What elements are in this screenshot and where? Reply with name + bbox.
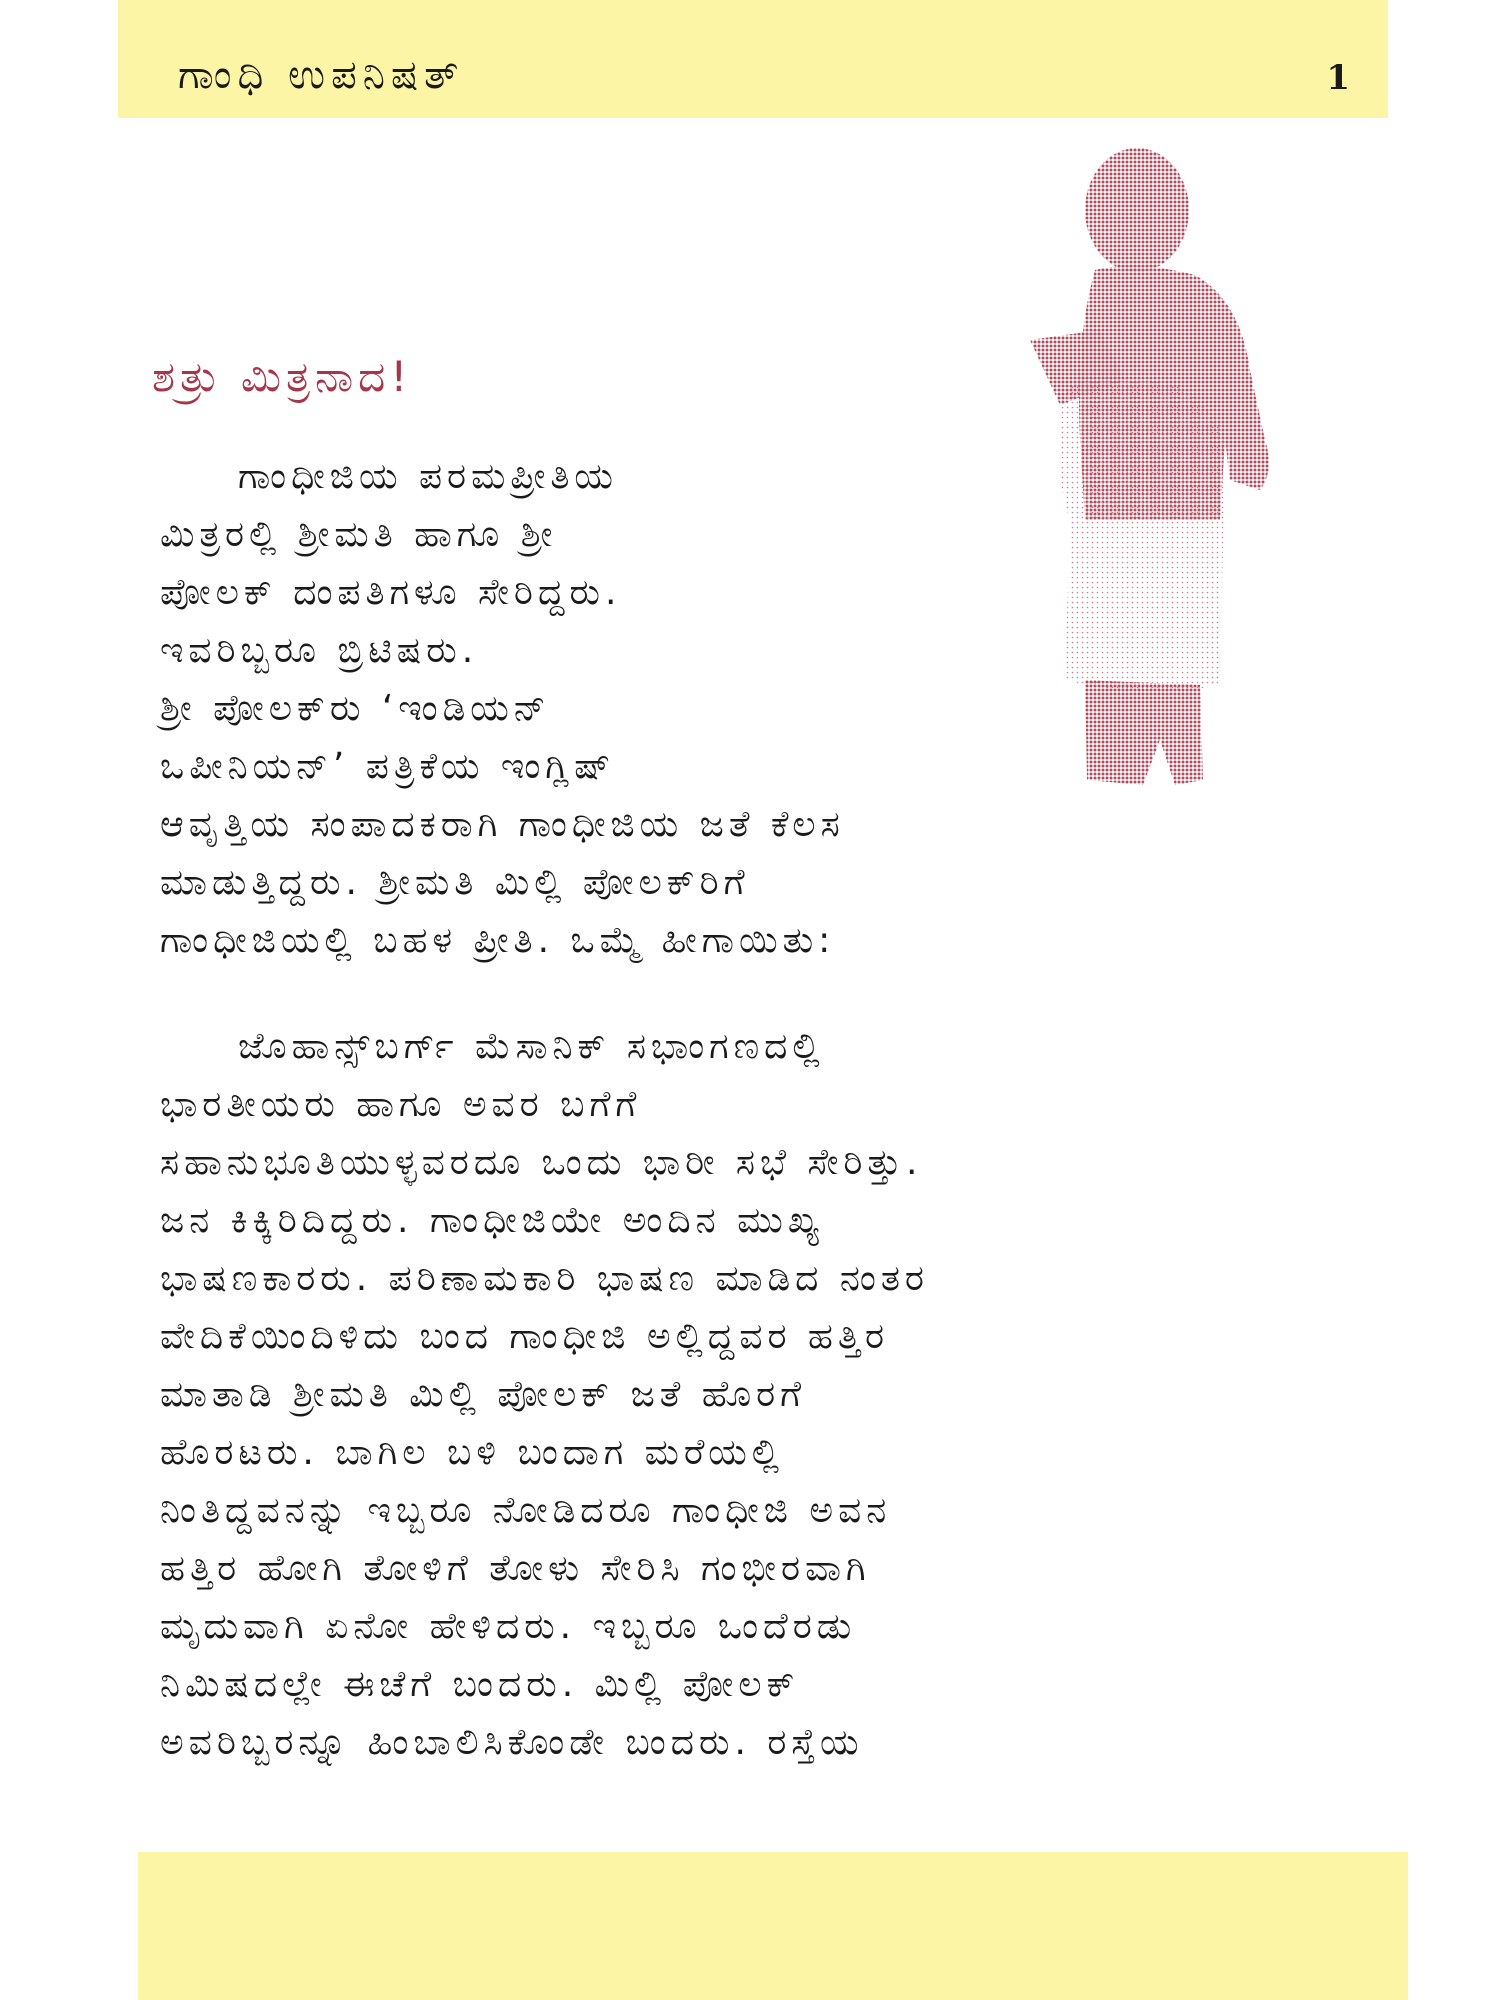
- text-line: ಹೊರಟರು. ಬಾಗಿಲ ಬಳಿ ಬಂದಾಗ ಮರೆಯಲ್ಲಿ: [160, 1432, 785, 1473]
- text-line: ಒಪೀನಿಯನ್’ ಪತ್ರಿಕೆಯ ಇಂಗ್ಲಿಷ್: [160, 746, 616, 787]
- figure-dhoti: [1059, 379, 1225, 692]
- footer-band: [138, 1852, 1408, 2000]
- text-line: ಪೋಲಕ್ ದಂಪತಿಗಳೂ ಸೇರಿದ್ದರು.: [160, 572, 622, 613]
- text-line: ಹತ್ತಿರ ಹೋಗಿ ತೋಳಿಗೆ ತೋಳು ಸೇರಿಸಿ ಗಂಭೀರವಾಗಿ: [160, 1548, 871, 1589]
- page-number: 1: [1326, 58, 1350, 98]
- text-line: ಮಿತ್ರರಲ್ಲಿ ಶ್ರೀಮತಿ ಹಾಗೂ ಶ್ರೀ: [160, 514, 558, 555]
- section-heading: ಶತ್ರು ಮಿತ್ರನಾದ!: [152, 352, 413, 401]
- text-line: ಮೃದುವಾಗಿ ಏನೋ ಹೇಳಿದರು. ಇಬ್ಬರೂ ಒಂದೆರಡು: [160, 1606, 857, 1647]
- text-line: ಜನ ಕಿಕ್ಕಿರಿದಿದ್ದರು. ಗಾಂಧೀಜಿಯೇ ಅಂದಿನ ಮುಖ್ಯ: [160, 1200, 824, 1241]
- text-line: ಜೊಹಾನ್ಸ್‌ಬರ್ಗ್ ಮೆಸಾನಿಕ್ ಸಭಾಂಗಣದಲ್ಲಿ: [238, 1026, 825, 1067]
- gandhi-portrait-icon: [1025, 140, 1325, 790]
- text-line: ಭಾರತೀಯರು ಹಾಗೂ ಅವರ ಬಗೆಗೆ: [160, 1084, 642, 1125]
- text-line: ಗಾಂಧೀಜಿಯ ಪರಮಪ್ರೀತಿಯ: [238, 456, 618, 497]
- text-line: ಮಾತಾಡಿ ಶ್ರೀಮತಿ ಮಿಲ್ಲಿ ಪೋಲಕ್ ಜತೆ ಹೊರಗೆ: [160, 1374, 807, 1415]
- text-line: ಮಾಡುತ್ತಿದ್ದರು. ಶ್ರೀಮತಿ ಮಿಲ್ಲಿ ಪೋಲಕ್‌ರಿಗೆ: [160, 862, 750, 903]
- text-line: ಸಹಾನುಭೂತಿಯುಳ್ಳವರದೂ ಒಂದು ಭಾರೀ ಸಭೆ ಸೇರಿತ್ತು.: [160, 1142, 923, 1183]
- text-line: ಇವರಿಬ್ಬರೂ ಬ್ರಿಟಿಷರು.: [160, 630, 479, 671]
- text-line: ಗಾಂಧೀಜಿಯಲ್ಲಿ ಬಹಳ ಪ್ರೀತಿ. ಒಮ್ಮೆ ಹೀಗಾಯಿತು:: [160, 920, 836, 961]
- figure-legs: [1085, 680, 1203, 785]
- gandhi-portrait-svg: [1025, 140, 1325, 790]
- text-line: ನಿಮಿಷದಲ್ಲೇ ಈಚೆಗೆ ಬಂದರು. ಮಿಲ್ಲಿ ಪೋಲಕ್: [160, 1664, 800, 1705]
- header-band: [118, 0, 1388, 118]
- paragraph-1: [160, 448, 845, 970]
- paragraph-2: [160, 1018, 929, 1772]
- text-line: ವೇದಿಕೆಯಿಂದಿಳಿದು ಬಂದ ಗಾಂಧೀಜಿ ಅಲ್ಲಿದ್ದವರ ಹತ್ತಿರ: [160, 1316, 890, 1357]
- text-line: ನಿಂತಿದ್ದವನನ್ನು ಇಬ್ಬರೂ ನೋಡಿದರೂ ಗಾಂಧೀಜಿ ಅವನ: [160, 1490, 892, 1531]
- text-line: ಆವೃತ್ತಿಯ ಸಂಪಾದಕರಾಗಿ ಗಾಂಧೀಜಿಯ ಜತೆ ಕೆಲಸ: [160, 804, 845, 845]
- figure-head: [1085, 148, 1189, 272]
- text-line: ಶ್ರೀ ಪೋಲಕ್‌ರು ‘ಇಂಡಿಯನ್: [160, 688, 551, 729]
- text-line: ಅವರಿಬ್ಬರನ್ನೂ ಹಿಂಬಾಲಿಸಿಕೊಂಡೇ ಬಂದರು. ರಸ್ತೆಯ: [160, 1722, 864, 1763]
- book-title: ಗಾಂಧಿ ಉಪನಿಷತ್: [178, 52, 465, 98]
- text-line: ಭಾಷಣಕಾರರು. ಪರಿಣಾಮಕಾರಿ ಭಾಷಣ ಮಾಡಿದ ನಂತರ: [160, 1258, 929, 1299]
